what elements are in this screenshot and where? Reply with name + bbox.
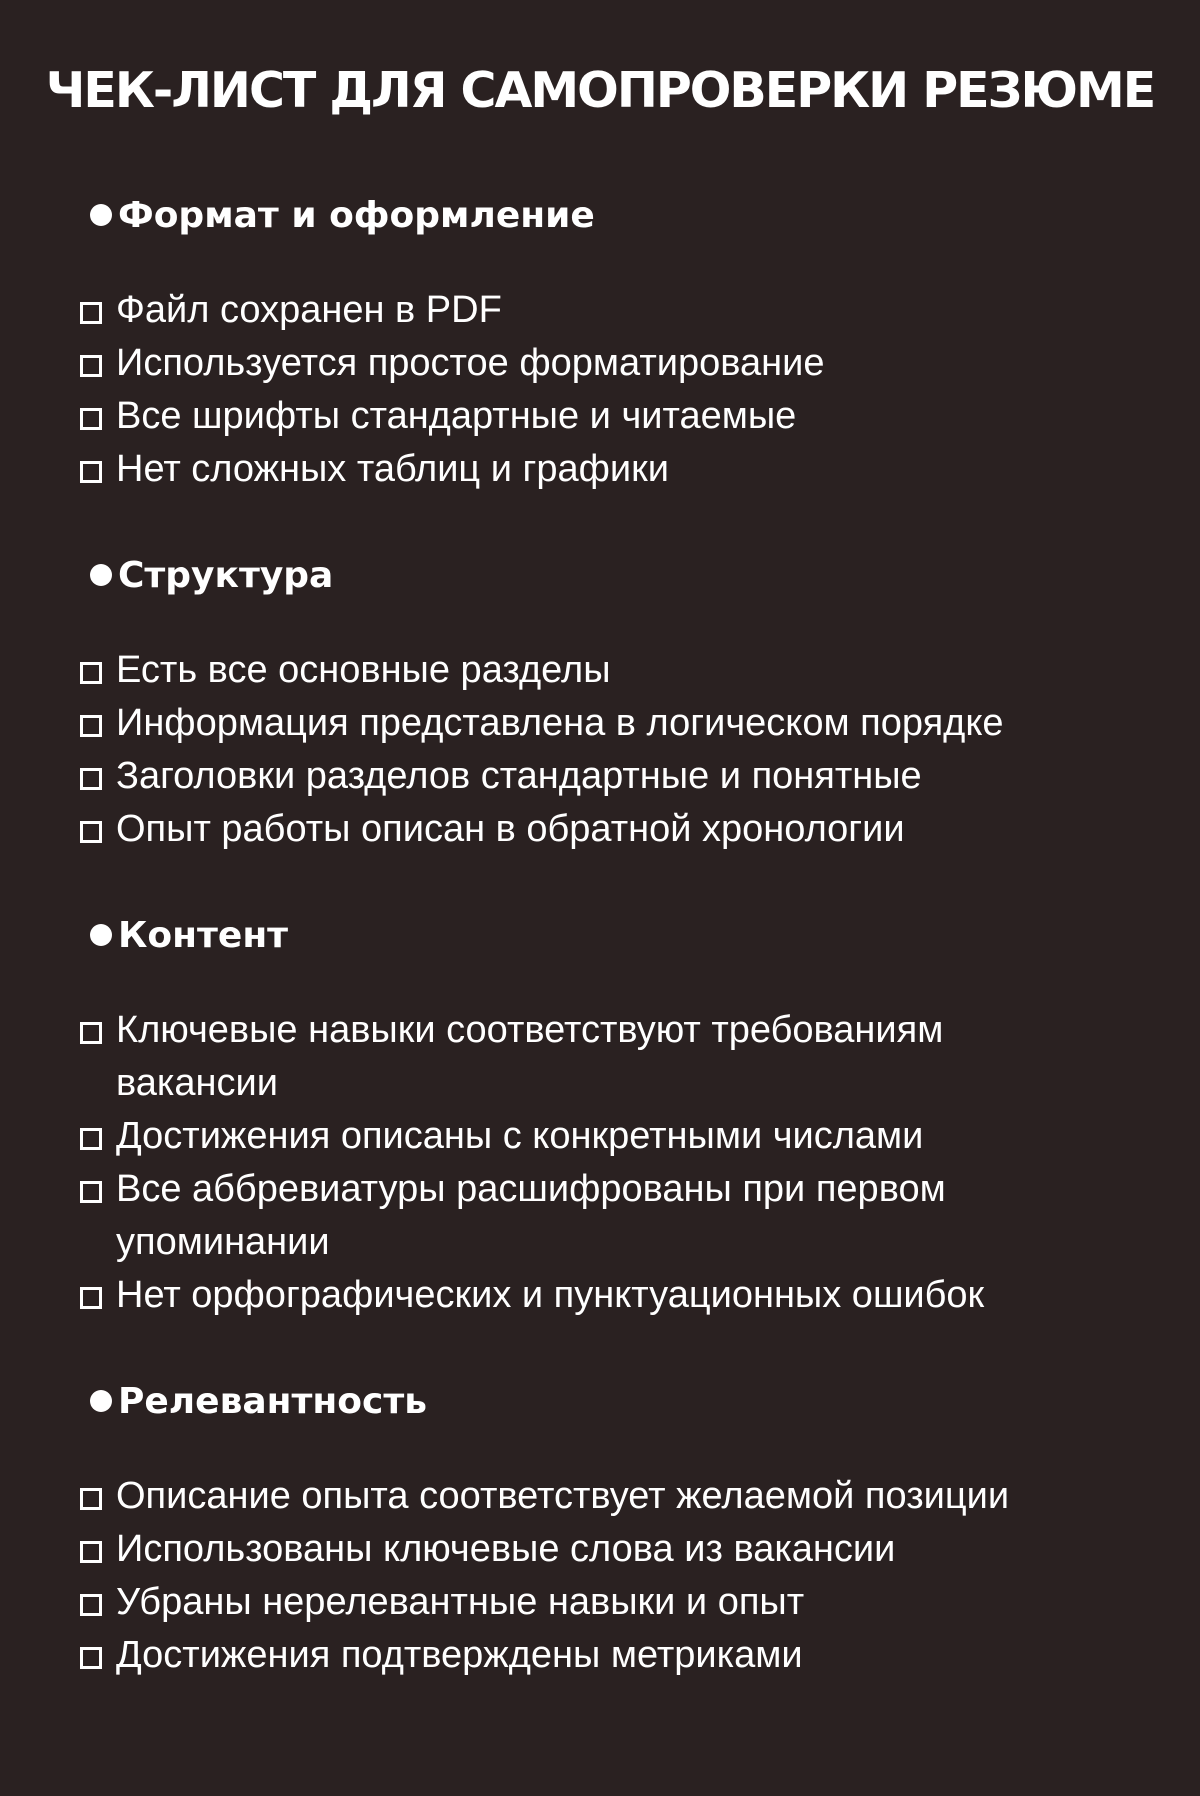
checklist-item-label: Достижения подтверждены метриками bbox=[116, 1634, 803, 1676]
checklist-item-label: Все шрифты стандартные и читаемые bbox=[116, 395, 797, 437]
checklist-item bbox=[80, 337, 1160, 390]
checklist-item bbox=[80, 443, 1160, 496]
checklist-item-label: Все аббревиатуры расшифрованы при первом упоминании bbox=[116, 1168, 946, 1263]
checklist-item-label: Убраны нерелевантные навыки и опыт bbox=[116, 1581, 805, 1623]
checklist-items bbox=[80, 284, 1160, 496]
section-title: Релевантность bbox=[118, 1380, 427, 1422]
checkbox-icon[interactable] bbox=[80, 768, 102, 790]
bullet-icon bbox=[90, 1390, 112, 1412]
checklist-item bbox=[80, 1576, 1160, 1629]
bullet-icon bbox=[90, 564, 112, 586]
checklist-item-label: Есть все основные разделы bbox=[116, 649, 611, 691]
bullet-icon bbox=[90, 924, 112, 946]
checklist-item bbox=[80, 1269, 1160, 1322]
checklist-item bbox=[80, 1004, 1160, 1110]
checkbox-icon[interactable] bbox=[80, 1128, 102, 1150]
checklist-items bbox=[80, 644, 1160, 856]
checklist-item-label: Нет сложных таблиц и графики bbox=[116, 448, 670, 490]
checkbox-icon[interactable] bbox=[80, 1022, 102, 1044]
checklist-item bbox=[80, 1470, 1160, 1523]
checklist-item-label: Достижения описаны с конкретными числами bbox=[116, 1115, 924, 1157]
section-title: Структура bbox=[118, 554, 334, 596]
checklist-item bbox=[80, 1629, 1160, 1682]
section-format bbox=[80, 180, 1160, 496]
section-structure bbox=[80, 540, 1160, 856]
checklist-item bbox=[80, 1523, 1160, 1576]
checkbox-icon[interactable] bbox=[80, 461, 102, 483]
checklist-item bbox=[80, 750, 1160, 803]
checklist-content bbox=[80, 180, 1160, 1726]
checkbox-icon[interactable] bbox=[80, 662, 102, 684]
checkbox-icon[interactable] bbox=[80, 1594, 102, 1616]
checklist-item-label: Ключевые навыки соответствуют требованиям вакансии bbox=[116, 1009, 944, 1104]
section-title: Контент bbox=[118, 914, 289, 956]
checkbox-icon[interactable] bbox=[80, 1181, 102, 1203]
checklist-item bbox=[80, 1110, 1160, 1163]
checklist-item-label: Информация представлена в логическом порядке bbox=[116, 702, 1004, 744]
checklist-items bbox=[80, 1004, 1160, 1322]
checklist-item-label: Использованы ключевые слова из вакансии bbox=[116, 1528, 896, 1570]
section-header bbox=[90, 540, 1160, 610]
section-content bbox=[80, 900, 1160, 1322]
checklist-item bbox=[80, 1163, 1160, 1269]
checklist-item bbox=[80, 390, 1160, 443]
checkbox-icon[interactable] bbox=[80, 408, 102, 430]
checklist-item-label: Описание опыта соответствует желаемой позиции bbox=[116, 1475, 1010, 1517]
checklist-item bbox=[80, 697, 1160, 750]
checklist-item bbox=[80, 284, 1160, 337]
checklist-item-label: Опыт работы описан в обратной хронологии bbox=[116, 808, 905, 850]
checkbox-icon[interactable] bbox=[80, 715, 102, 737]
bullet-icon bbox=[90, 204, 112, 226]
checklist-item bbox=[80, 644, 1160, 697]
checkbox-icon[interactable] bbox=[80, 302, 102, 324]
checkbox-icon[interactable] bbox=[80, 355, 102, 377]
checklist-item bbox=[80, 803, 1160, 856]
checkbox-icon[interactable] bbox=[80, 1287, 102, 1309]
checkbox-icon[interactable] bbox=[80, 1647, 102, 1669]
checklist-items bbox=[80, 1470, 1160, 1682]
checklist-item-label: Нет орфографических и пунктуационных ошибок bbox=[116, 1274, 985, 1316]
checkbox-icon[interactable] bbox=[80, 1541, 102, 1563]
section-header bbox=[90, 900, 1160, 970]
checklist-item-label: Заголовки разделов стандартные и понятные bbox=[116, 755, 922, 797]
checklist-item-label: Файл сохранен в PDF bbox=[116, 289, 502, 331]
checkbox-icon[interactable] bbox=[80, 1488, 102, 1510]
section-title: Формат и оформление bbox=[118, 194, 595, 236]
section-header bbox=[90, 180, 1160, 250]
checkbox-icon[interactable] bbox=[80, 821, 102, 843]
page-title: ЧЕК-ЛИСТ ДЛЯ САМОПРОВЕРКИ РЕЗЮМЕ bbox=[45, 62, 1155, 119]
section-header bbox=[90, 1366, 1160, 1436]
section-relevance bbox=[80, 1366, 1160, 1682]
checklist-item-label: Используется простое форматирование bbox=[116, 342, 825, 384]
